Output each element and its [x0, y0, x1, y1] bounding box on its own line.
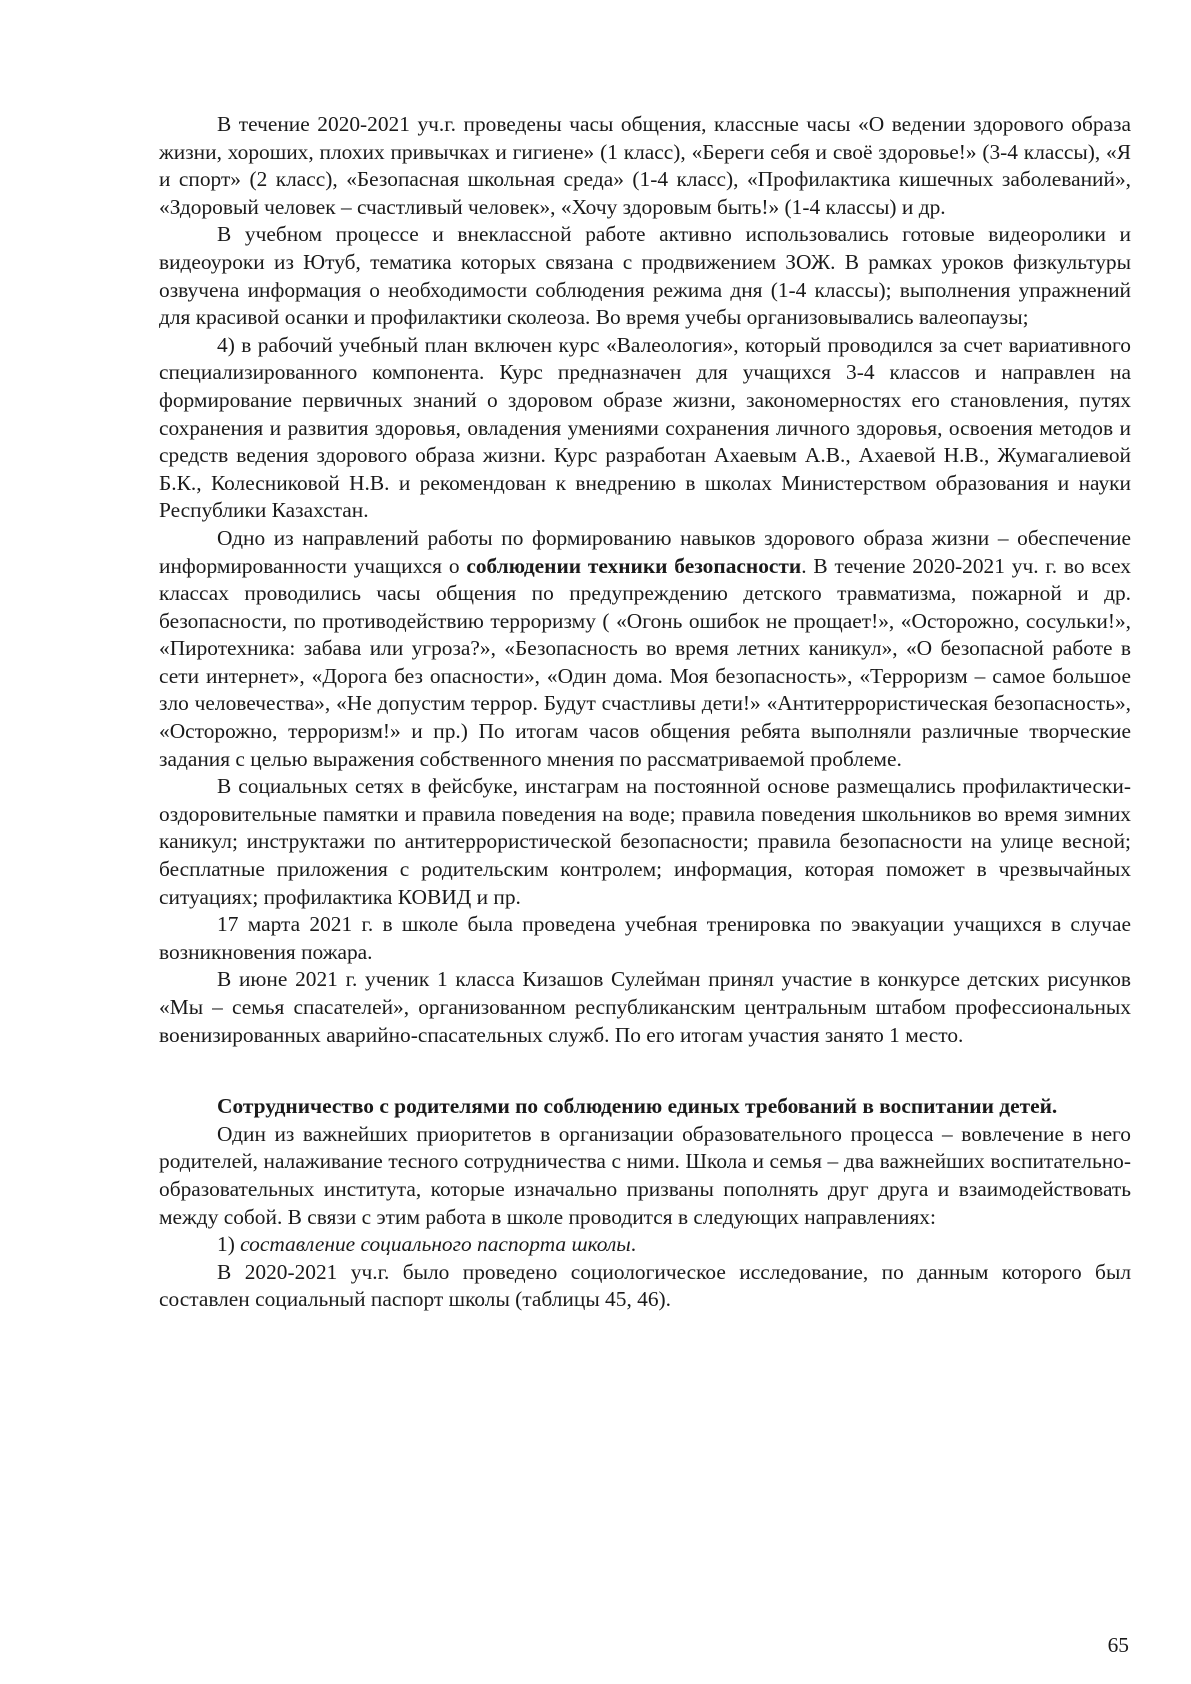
section-heading-parent-cooperation: Сотрудничество с родителями по соблюдению единых требований в воспитании детей. — [217, 1094, 1058, 1119]
paragraph-video-lessons: В учебном процессе и внеклассной работе активно использовались готовые видеоролики и видеоуроки из Ютуб, тематика которых связана с продвижением ЗОЖ. В рамках уроков физкультуры озвучена информация о необходимости соблюдения режима дня (1-4 классы); выполнения упражнений для красивой осанки и профилактики сколеоза. Во время учебы организовывались валеопаузы; — [159, 222, 1131, 330]
paragraph-drawing-contest: В июне 2021 г. ученик 1 класса Кизашов Сулейман принял участие в конкурсе детских рисунков «Мы – семья спасателей», организованном республиканским центральным штабом профессиональных военизированных аварийно-спасательных служб. По его итогам участия занято 1 место. — [159, 967, 1131, 1047]
paragraph-safety-text-start: Одно из направлений работы по формированию навыков здорового образа жизни – обеспечение информированности учащихся о — [159, 525, 1131, 578]
list-item-social-passport — [159, 1231, 1131, 1259]
paragraph-sociological-study: В 2020-2021 уч.г. было проведено социологическое исследование, по данным которого был составлен социальный паспорт школы (таблицы 45, 46). — [159, 1259, 1131, 1312]
paragraph-parent-involvement: Один из важнейших приоритетов в организации образовательного процесса – вовлечение в него родителей, налаживание тесного сотрудничества с ними. Школа и семья – два важнейших воспитательно-образовательных института, которые изначально призваны пополнять друг друга и взаимодействовать между собой. В связи с этим работа в школе проводится в следующих направлениях: — [159, 1121, 1131, 1229]
list-item-italic-text: составление социального паспорта школы — [240, 1232, 631, 1257]
paragraph-safety-text-end: . В течение 2020-2021 уч. г. во всех классах проводились часы общения по предупреждению детского травматизма, пожарной и др. безопасности, по противодействию терроризму ( «Огонь ошибок не прощает!», «Осторожно, сосульки!», «Пиротехника: забава или угроза?», «Безопасность во время летних каникул», «О безопасной работе в сети интернет», «Дорога без опасности», «Один дома. Моя безопасность», «Терроризм – самое большое зло человечества», «Не допустим террор. Будут счастливы дети!» «Антитеррористическая безопасность», «Осторожно, терроризм!» и пр.) По итогам часов общения ребята выполняли различные творческие задания с целью выражения собственного мнения по рассматриваемой проблеме. — [159, 553, 1132, 771]
list-item-period: . — [630, 1232, 637, 1257]
paragraph-valeology-course: 4) в рабочий учебный план включен курс «Валеология», который проводился за счет вариативного специализированного компонента. Курс предназначен для учащихся 3-4 классов и направлен на формирование первичных знаний о здоровом образе жизни, закономерностях его становления, путях сохранения и развития здоровья, овладения умениями сохранения личного здоровья, освоения методов и средств ведения здорового образа жизни. Курс разработан Ахаевым А.В., Ахаевой Н.В., Жумагалиевой Б.К., Колесниковой Н.В. и рекомендован к внедрению в школах Министерством образования и науки Республики Казахстан. — [159, 332, 1131, 523]
paragraph-evacuation-drill: 17 марта 2021 г. в школе была проведена учебная тренировка по эвакуации учащихся в случае возникновения пожара. — [159, 912, 1131, 964]
paragraph-safety-awareness — [159, 525, 1131, 773]
page-number: 65 — [1107, 1633, 1129, 1657]
paragraph-health-classes: В течение 2020-2021 уч.г. проведены часы общения, классные часы «О ведении здорового образа жизни, хороших, плохих привычках и гигиене» (1 класс), «Береги себя и своё здоровье!» (3-4 классы), «Я и спорт» (2 класс), «Безопасная школьная среда» (1-4 класс), «Профилактика кишечных заболеваний», «Здоровый человек – счастливый человек», «Хочу здоровым быть!» (1-4 классы) и др. — [159, 112, 1131, 219]
paragraph-safety-bold-phrase: соблюдении техники безопасности — [466, 553, 802, 578]
list-item-number: 1) — [217, 1232, 241, 1257]
paragraph-social-networks: В социальных сетях в фейсбуке, инстаграм на постоянной основе размещались профилактически-оздоровительные памятки и правила поведения на воде; правила поведения школьников во время зимних каникул; инструктажи по антитеррористической безопасности; правила безопасности на улице весной; бесплатные приложения с родительским контролем; информация, которая поможет в чрезвычайных ситуациях; профилактика КОВИД и пр. — [159, 774, 1131, 909]
document-body — [159, 111, 1131, 1314]
